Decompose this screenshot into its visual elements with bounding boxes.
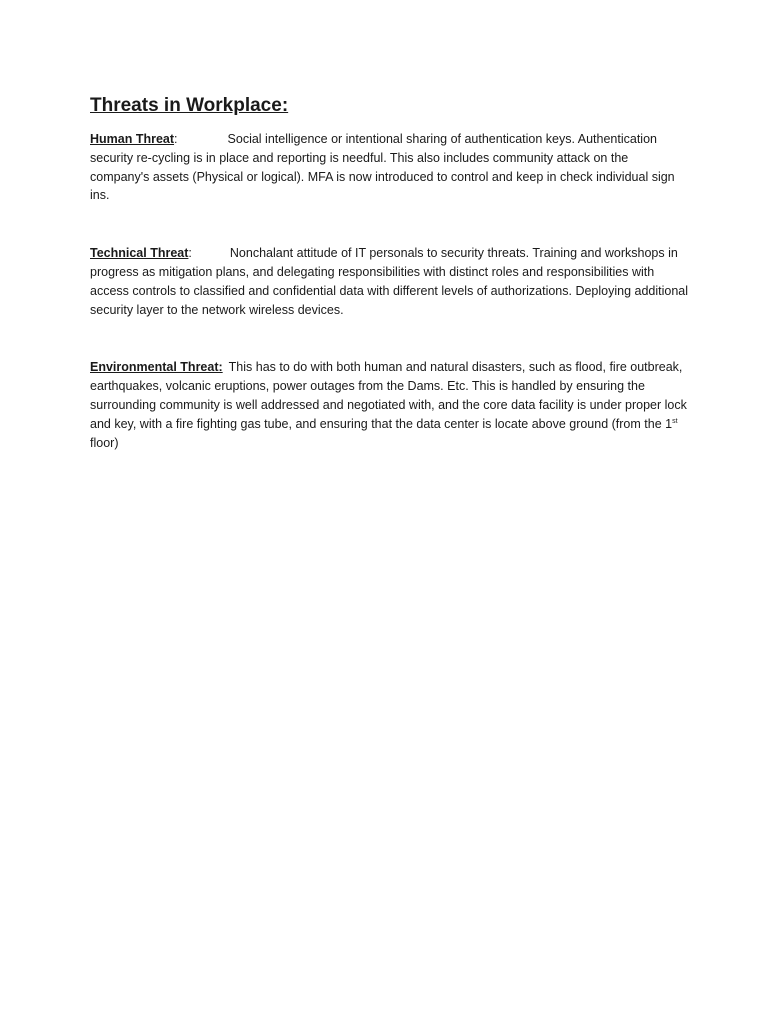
human-threat-paragraph xyxy=(90,130,690,205)
technical-threat-term: Technical Threat xyxy=(90,246,189,261)
human-threat-term: Human Threat xyxy=(90,132,175,146)
environmental-threat-term: Environmental Threat: xyxy=(90,360,223,375)
environmental-threat-text-end: floor) xyxy=(90,435,119,450)
technical-threat-paragraph xyxy=(90,244,690,319)
document-page xyxy=(90,94,690,452)
document-title: Threats in Workplace: xyxy=(90,95,289,116)
ordinal-superscript: st xyxy=(672,417,678,425)
environmental-threat-paragraph xyxy=(90,358,690,452)
environmental-threat-text: This has to do with both human and natural disasters, such as flood, fire outbreak, earthquakes, volcanic eruptions, power outages from the Dams. Etc. This is handled by ensuring the surrounding community is well addressed and negotiated with, and the core data facility is under proper lock and key, with a fire fighting gas tube, and ensuring that the data center is locate above ground (from the 1 xyxy=(90,360,687,431)
human-threat-text: Social intelligence or intentional sharing of authentication keys. Authentication security re-cycling is in place and reporting is needful. This also includes community attack on the company's assets (Physical or logical). MFA is now introduced to control and keep in check individual sign ins. xyxy=(90,132,675,203)
technical-threat-separator: : xyxy=(188,246,192,261)
human-threat-separator: : xyxy=(174,132,178,146)
technical-threat-text: Nonchalant attitude of IT personals to security threats. Training and workshops in progress as mitigation plans, and delegating responsibilities with distinct roles and responsibilities with access controls to classified and confidential data with different levels of authorizations. Deploying additional security layer to the network wireless devices. xyxy=(90,246,689,317)
